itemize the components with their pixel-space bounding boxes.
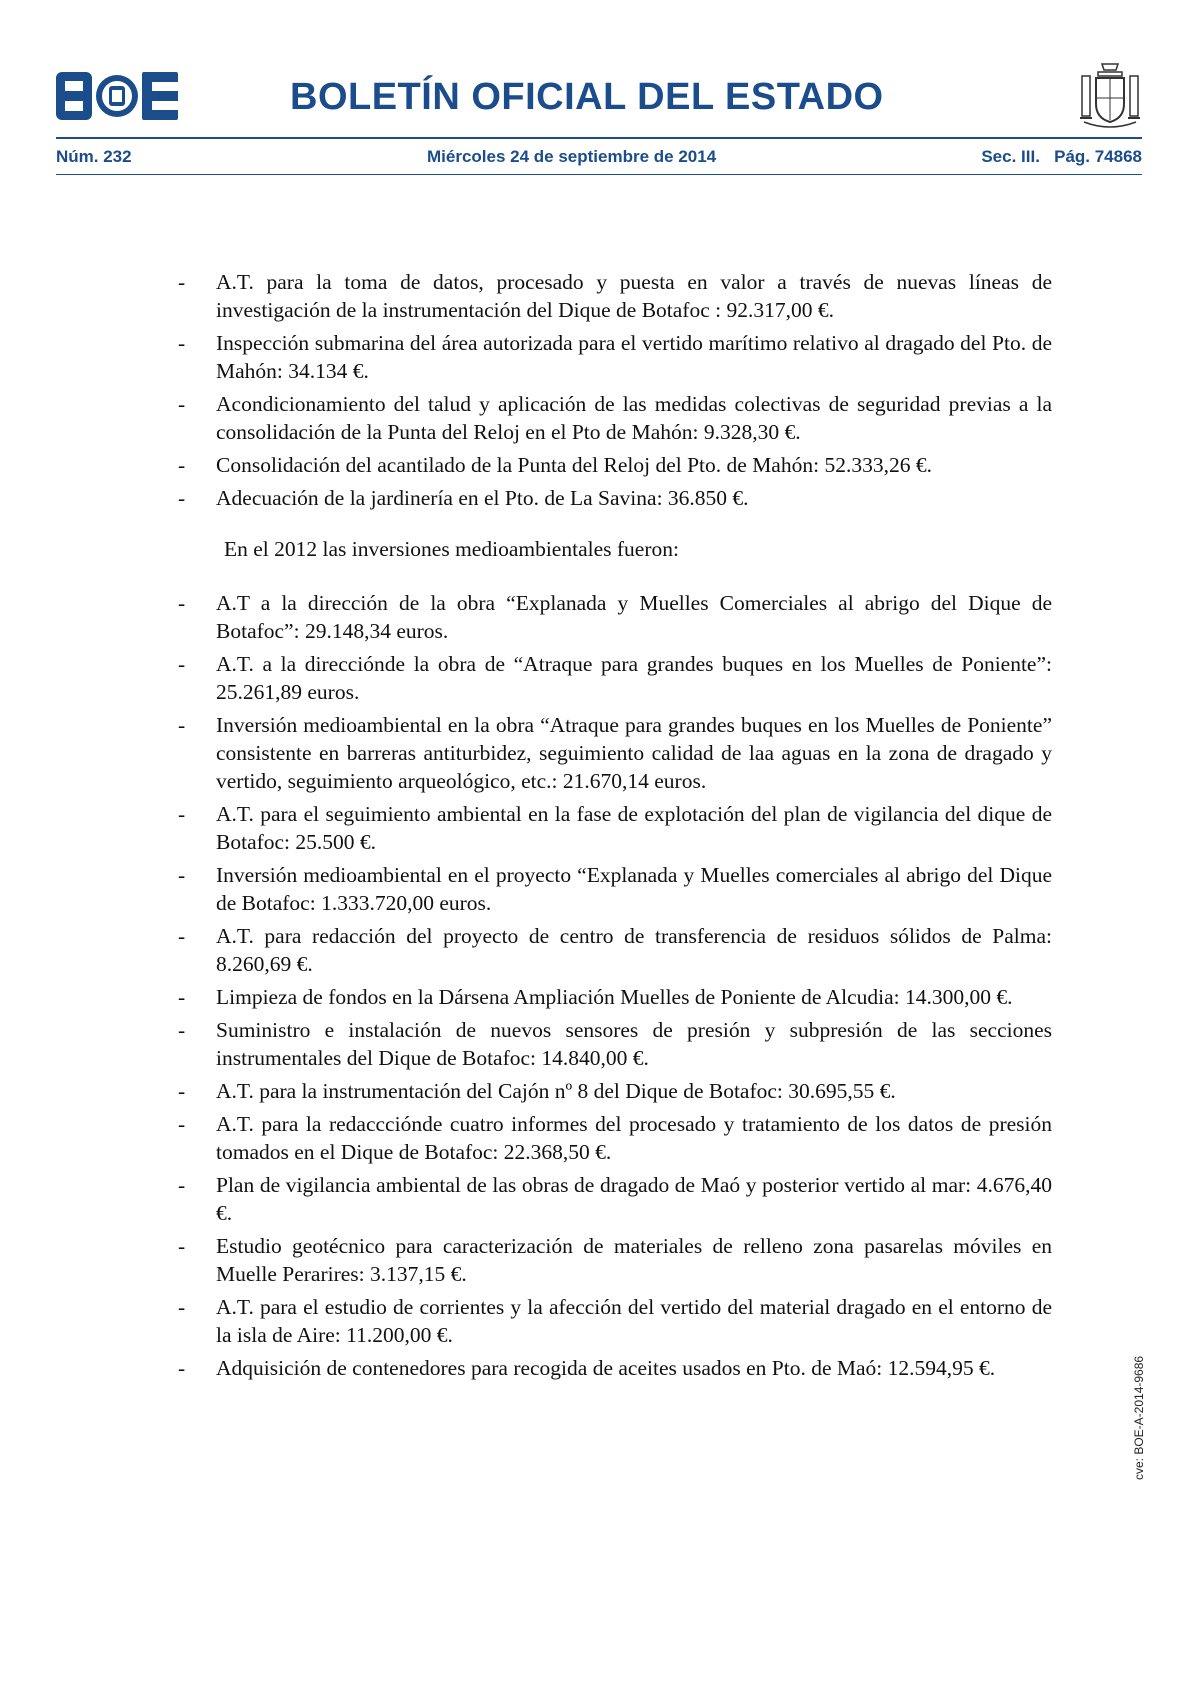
list-item: [172, 1077, 1052, 1105]
list-dash: -: [178, 591, 186, 615]
list-item-text: A.T. para la instrumentación del Cajón nº 8 del Dique de Botafoc: 30.695,55 €.: [216, 1079, 896, 1103]
list-item: [172, 1293, 1052, 1349]
list-dash: -: [178, 453, 186, 477]
list-item: [172, 1016, 1052, 1072]
list-item: [172, 1171, 1052, 1227]
list-dash: -: [178, 1112, 186, 1136]
list-dash: -: [178, 863, 186, 887]
list-dash: -: [178, 1295, 186, 1319]
issue-date: Miércoles 24 de septiembre de 2014: [427, 147, 717, 166]
list-item: [172, 922, 1052, 978]
coat-of-arms-icon: [1078, 60, 1142, 128]
list-item: [172, 650, 1052, 706]
list-item: [172, 1110, 1052, 1166]
list-item: [172, 1354, 1052, 1382]
list-item-text: Limpieza de fondos en la Dársena Ampliación Muelles de Poniente de Alcudia: 14.300,00 €.: [216, 985, 1013, 1009]
list-dash: -: [178, 1018, 186, 1042]
section-page: Sec. III. Pág. 74868: [981, 147, 1142, 166]
list-item: [172, 451, 1052, 479]
list-item: [172, 861, 1052, 917]
list-item-text: Inspección submarina del área autorizada para el vertido marítimo relativo al dragado del Pto. de Mahón: 34.134 €.: [216, 331, 1052, 383]
list-item: [172, 589, 1052, 645]
list-item: [172, 983, 1052, 1011]
list-item-text: A.T. para el seguimiento ambiental en la fase de explotación del plan de vigilancia del dique de Botafoc: 25.500 €.: [216, 802, 1052, 854]
list-item: [172, 484, 1052, 512]
list-item-text: A.T. para la toma de datos, procesado y puesta en valor a través de nuevas líneas de investigación de la instrumentación del Dique de Botafoc : 92.317,00 €.: [216, 270, 1052, 322]
document-body: [172, 268, 1052, 1382]
list-item: [172, 711, 1052, 795]
list-item-text: Adquisición de contenedores para recogida de aceites usados en Pto. de Maó: 12.594,95 €.: [216, 1356, 996, 1380]
list-item-text: A.T. para redacción del proyecto de centro de transferencia de residuos sólidos de Palma: 8.260,69 €.: [216, 924, 1052, 976]
list-dash: -: [178, 392, 186, 416]
investment-list-1: [172, 268, 1052, 512]
list-dash: -: [178, 1356, 186, 1380]
list-dash: -: [178, 713, 186, 737]
list-item-text: A.T. para el estudio de corrientes y la afección del vertido del material dragado en el entorno de la isla de Aire: 11.200,00 €.: [216, 1295, 1052, 1347]
boe-logo: [56, 72, 178, 120]
list-dash: -: [178, 270, 186, 294]
list-item: [172, 390, 1052, 446]
list-dash: -: [178, 486, 186, 510]
list-item-text: Suministro e instalación de nuevos sensores de presión y subpresión de las secciones instrumentales del Dique de Botafoc: 14.840,00 €.: [216, 1018, 1052, 1070]
list-item: [172, 268, 1052, 324]
list-item: [172, 800, 1052, 856]
list-dash: -: [178, 802, 186, 826]
list-item-text: A.T a la dirección de la obra “Explanada y Muelles Comerciales al abrigo del Dique de Botafoc”: 29.148,34 euros.: [216, 591, 1052, 643]
investment-list-2: [172, 589, 1052, 1382]
header-rule: [56, 137, 1142, 139]
list-item-text: Acondicionamiento del talud y aplicación de las medidas colectivas de seguridad previas a la consolidación de la Punta del Reloj en el Pto de Mahón: 9.328,30 €.: [216, 392, 1052, 444]
section-paragraph: En el 2012 las inversiones medioambientales fueron:: [224, 537, 679, 561]
list-item-text: A.T. para la redaccciónde cuatro informes del procesado y tratamiento de los datos de presión tomados en el Dique de Botafoc: 22.368,50 €.: [216, 1112, 1052, 1164]
list-item-text: A.T. a la direcciónde la obra de “Atraque para grandes buques en los Muelles de Poniente”: 25.261,89 euros.: [216, 652, 1052, 704]
list-dash: -: [178, 652, 186, 676]
header-rule-bottom: [56, 174, 1142, 175]
issue-number: Núm. 232: [56, 147, 132, 166]
list-dash: -: [178, 1173, 186, 1197]
list-dash: -: [178, 924, 186, 948]
cve-identifier: cve: BOE-A-2014-9686: [1132, 1355, 1146, 1480]
list-dash: -: [178, 331, 186, 355]
gazette-title: BOLETÍN OFICIAL DEL ESTADO: [290, 76, 884, 118]
list-dash: -: [178, 1079, 186, 1103]
list-item: [172, 1232, 1052, 1288]
list-item-text: Plan de vigilancia ambiental de las obras de dragado de Maó y posterior vertido al mar: 4.676,40 €.: [216, 1173, 1052, 1225]
list-dash: -: [178, 1234, 186, 1258]
list-item: [172, 329, 1052, 385]
list-item-text: Inversión medioambiental en el proyecto “Explanada y Muelles comerciales al abrigo del Dique de Botafoc: 1.333.720,00 euros.: [216, 863, 1052, 915]
list-item-text: Inversión medioambiental en la obra “Atraque para grandes buques en los Muelles de Poniente” consistente en barreras antiturbidez, seguimiento calidad de laa aguas en la zona de dragado y vertido, seguimiento arqueológico, etc.: 21.670,14 euros.: [216, 713, 1052, 793]
list-item-text: Adecuación de la jardinería en el Pto. de La Savina: 36.850 €.: [216, 486, 749, 510]
list-dash: -: [178, 985, 186, 1009]
list-item-text: Estudio geotécnico para caracterización de materiales de relleno zona pasarelas móviles en Muelle Perarires: 3.137,15 €.: [216, 1234, 1052, 1286]
list-item-text: Consolidación del acantilado de la Punta del Reloj del Pto. de Mahón: 52.333,26 €.: [216, 453, 932, 477]
